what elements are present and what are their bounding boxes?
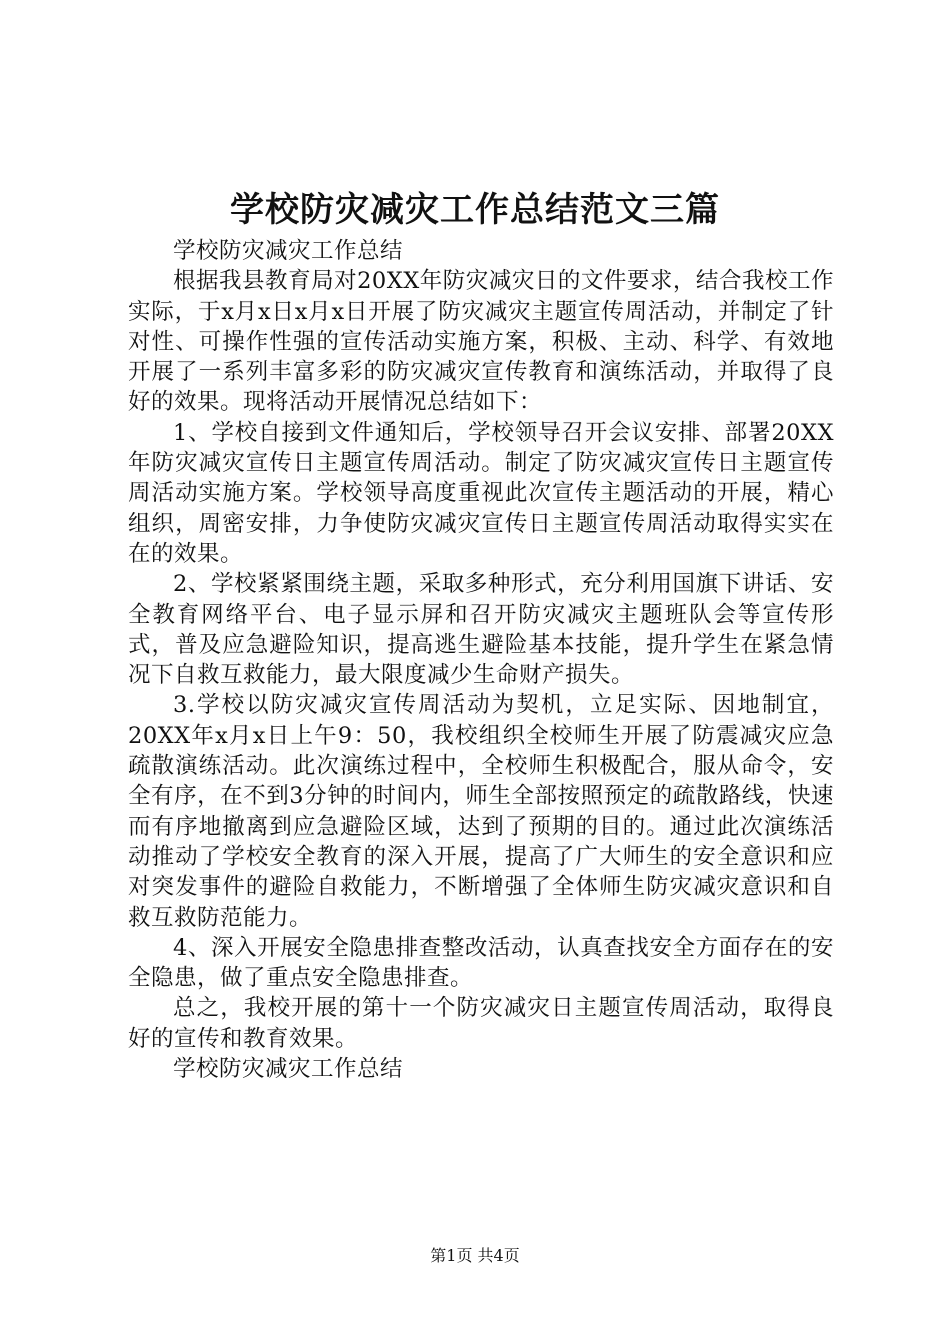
document-body [128, 236, 834, 1084]
section-heading-2: 学校防灾减灾工作总结 [173, 1056, 404, 1083]
paragraph-intro: 根据我县教育局对20XX年防灾减灾日的文件要求，结合我校工作实际，于x月x日x月x日开展了防灾减灾主题宣传周活动，并制定了针对性、可操作性强的宣传活动实施方案，积极、主动、科学、有效地开展了一系列丰富多彩的防灾减灾宣传教育和演练活动，并取得了良好的效果。现将活动开展情况总结如下： [128, 268, 834, 416]
page-number-footer: 第1页 共4页 [430, 1246, 520, 1265]
paragraph-item-1: 1、学校自接到文件通知后，学校领导召开会议安排、部署20XX年防灾减灾宣传日主题宣传周活动。制定了防灾减灾宣传日主题宣传周活动实施方案。学校领导高度重视此次宣传主题活动的开展，精心组织，周密安排，力争使防灾减灾宣传日主题宣传周活动取得实实在在的效果。 [128, 419, 834, 567]
paragraph-conclusion: 总之，我校开展的第十一个防灾减灾日主题宣传周活动，取得良好的宣传和教育效果。 [128, 995, 834, 1052]
section-heading: 学校防灾减灾工作总结 [173, 238, 404, 264]
paragraph-item-2: 2、学校紧紧围绕主题，采取多种形式，充分利用国旗下讲话、安全教育网络平台、电子显示屏和召开防灾减灾主题班队会等宣传形式，普及应急避险知识，提高逃生避险基本技能，提升学生在紧急情况下自救互救能力，最大限度减少生命财产损失。 [128, 571, 834, 689]
paragraph-item-4: 4、深入开展安全隐患排查整改活动，认真查找安全方面存在的安全隐患，做了重点安全隐患排查。 [128, 934, 834, 992]
paragraph-item-3: 3.学校以防灾减灾宣传周活动为契机，立足实际、因地制宜，20XX年x月x日上午9：50，我校组织全校师生开展了防震减灾应急疏散演练活动。此次演练过程中，全校师生积极配合，服从命令，安全有序，在不到3分钟的时间内，师生全部按照预定的疏散路线，快速而有序地撤离到应急避险区域，达到了预期的目的。通过此次演练活动推动了学校安全教育的深入开展，提高了广大师生的安全意识和应对突发事件的避险自救能力，不断增强了全体师生防灾减灾意识和自救互救防范能力。 [128, 692, 834, 931]
document-title: 学校防灾减灾工作总结范文三篇 [230, 190, 720, 230]
